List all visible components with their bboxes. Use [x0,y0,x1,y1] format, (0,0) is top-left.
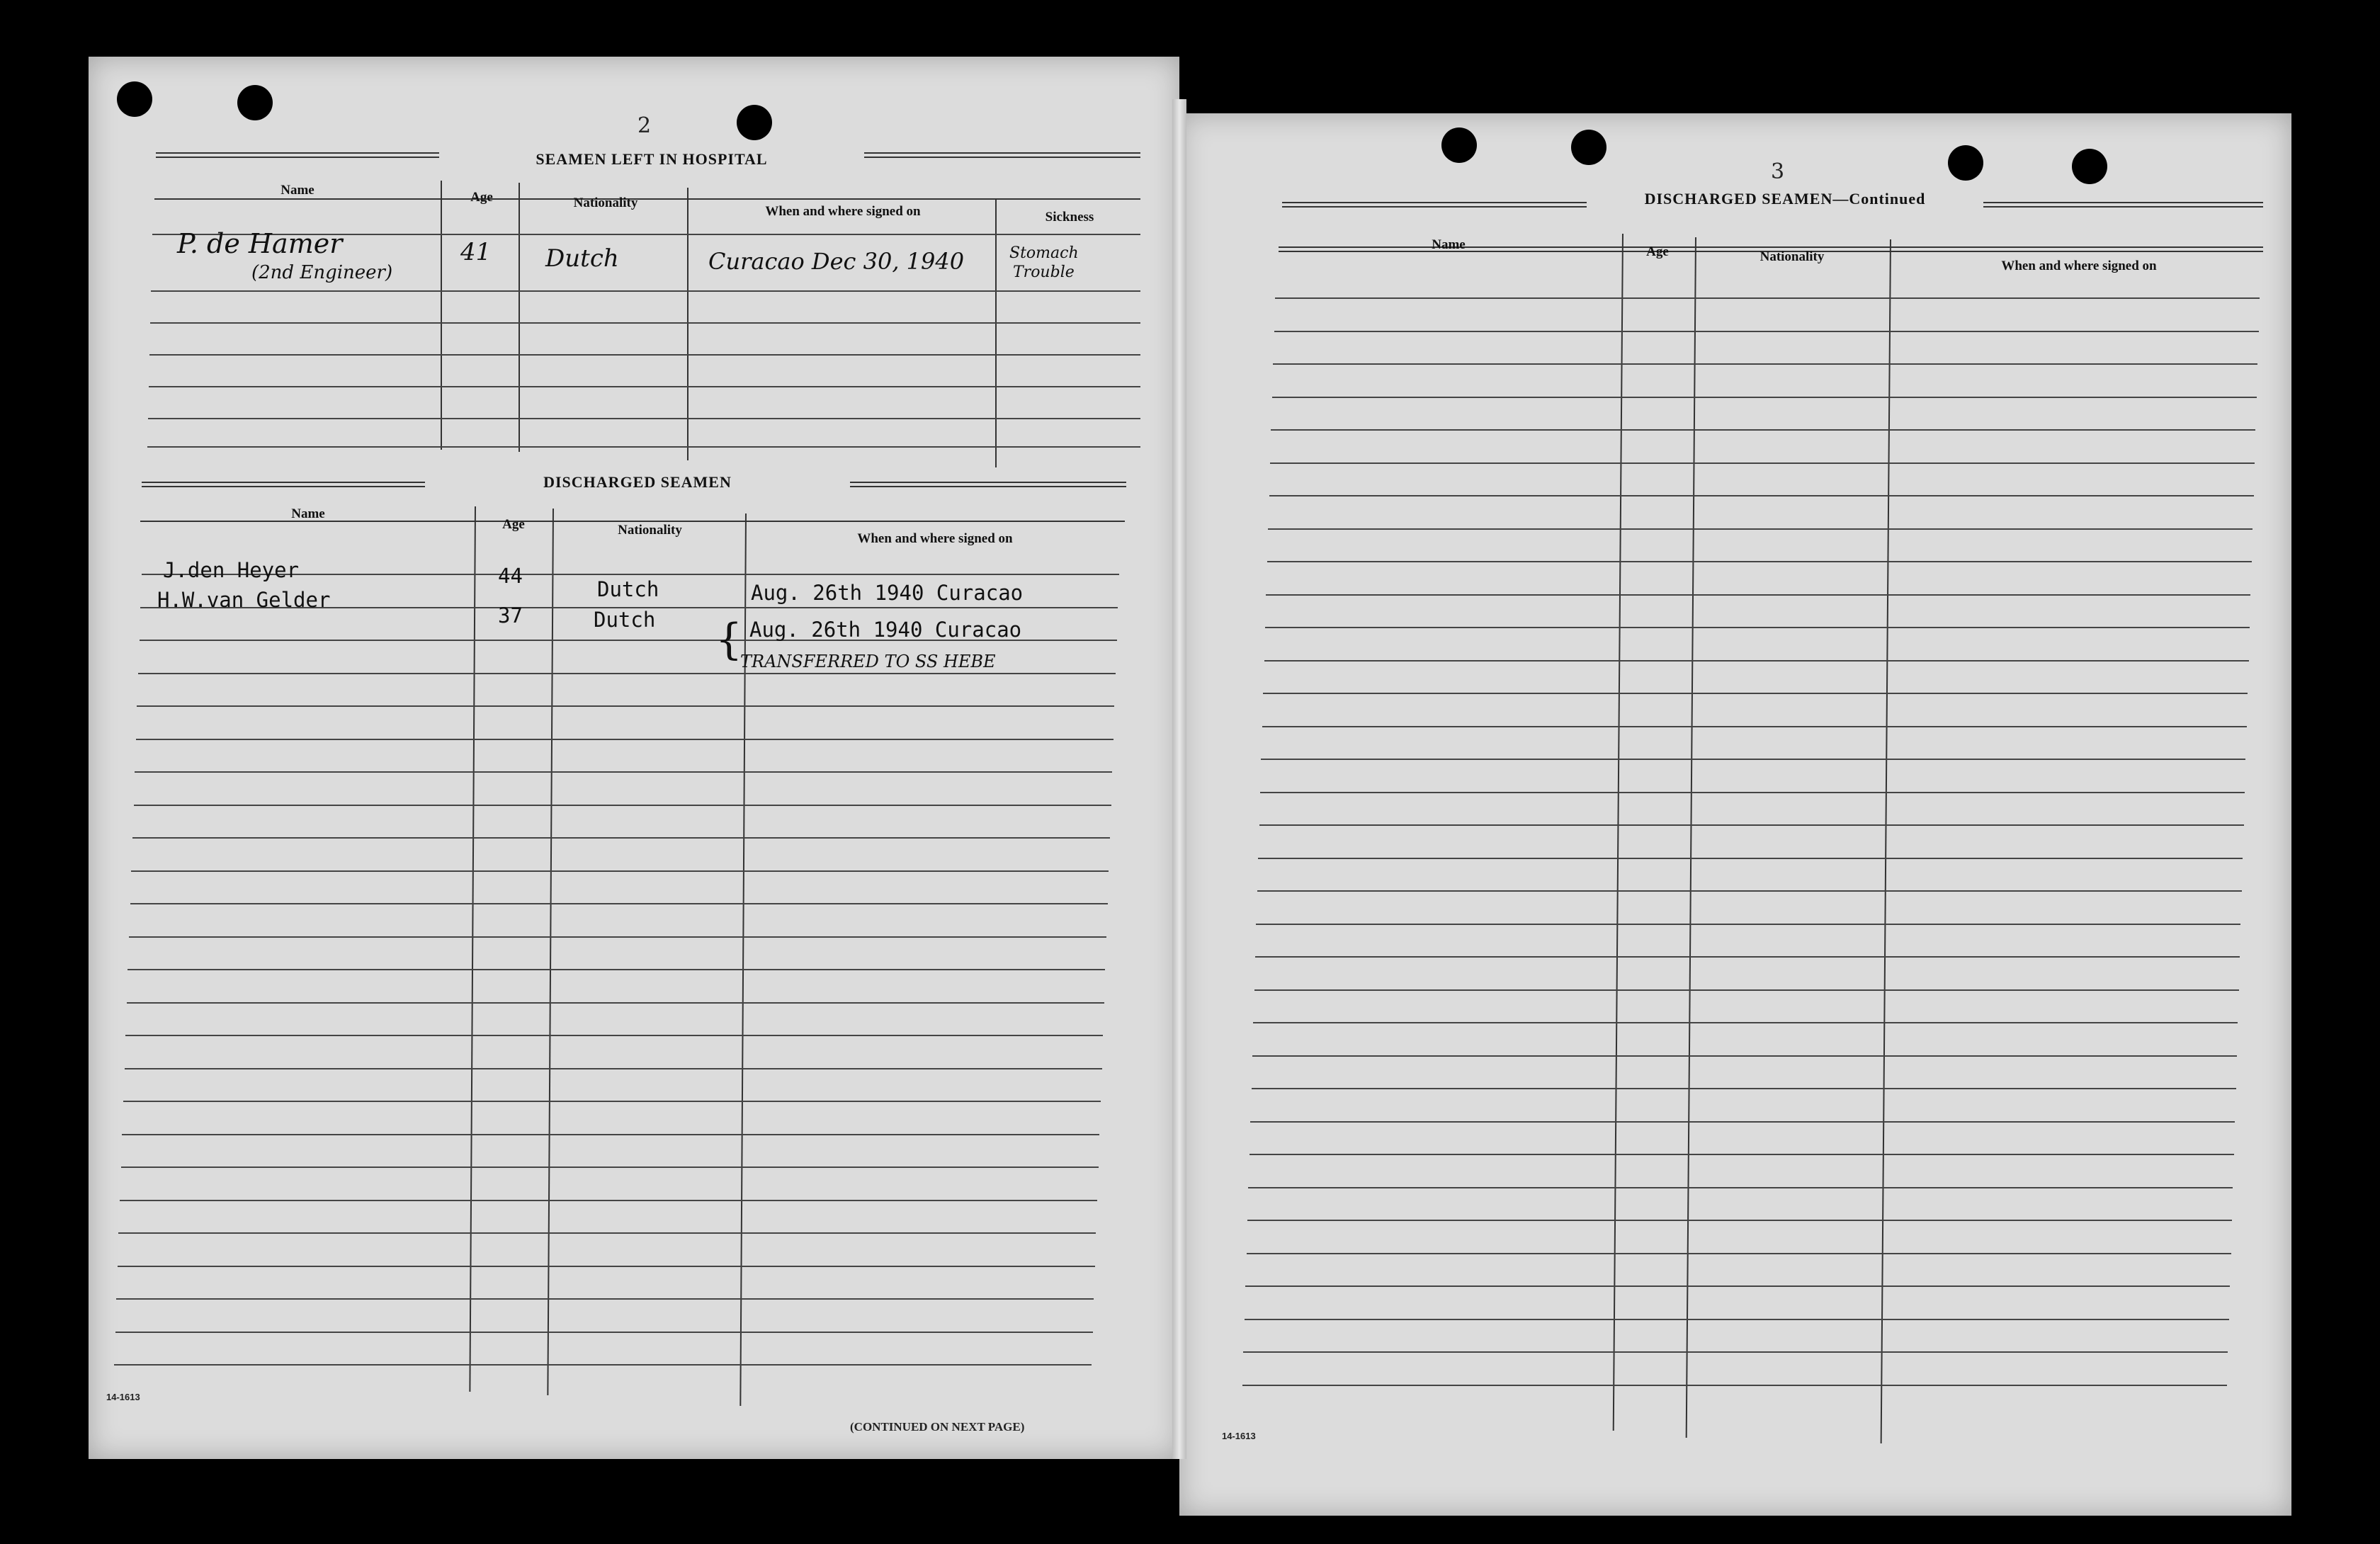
punch-hole-icon [1571,130,1606,165]
hospital-row-line [149,386,1140,387]
discharged-name-2: H.W.van Gelder [157,588,331,612]
ruled-line [135,771,1112,773]
ruled-line [134,805,1111,806]
ruled-line [1247,1220,2232,1221]
right-header-signed: When and where signed on [2001,259,2157,273]
ruled-line [129,936,1106,938]
ruled-line [1256,924,2240,925]
ruled-line [1261,759,2245,760]
ruled-line [1271,429,2255,431]
discharged-nationality-2: Dutch [594,608,656,632]
right-page [1179,113,2291,1516]
ruled-line [138,673,1116,674]
discharged-age-2: 37 [498,603,523,628]
ruled-line [132,837,1110,839]
ruled-line [118,1232,1096,1234]
hospital-row-line [151,290,1140,292]
ruled-line [1245,1319,2229,1320]
hospital-row-line [149,354,1140,356]
hospital-col-divider [687,188,688,460]
ruled-line [115,1332,1093,1333]
ruled-line [1260,792,2245,793]
ruled-line [137,705,1114,707]
ruled-line [1245,1285,2230,1287]
right-header-age: Age [1646,244,1669,259]
ruled-line [1250,1121,2235,1123]
hospital-col-divider [518,183,520,452]
ruled-line [1257,890,2242,892]
form-number-right: 14-1613 [1222,1431,1256,1441]
discharged-age-1: 44 [498,564,523,588]
ruled-line [1259,824,2244,826]
hospital-nationality: Dutch [545,244,619,273]
ruled-line [127,1002,1104,1004]
right-header-name: Name [1432,237,1466,252]
ruled-line [1264,660,2249,662]
ruled-line [1268,528,2252,530]
punch-hole-icon [1441,127,1477,163]
punch-hole-icon [737,105,772,140]
punch-hole-icon [2072,149,2107,184]
ruled-line [1267,561,2252,562]
ruled-line [1248,1187,2233,1188]
page-fold [1172,99,1186,1459]
continued-footer: (CONTINUED ON NEXT PAGE) [850,1420,1025,1434]
hospital-sickness-2: Trouble [1013,263,1075,281]
punch-hole-icon [1948,145,1983,181]
discharged-signed-2: Aug. 26th 1940 Curacao [749,618,1022,642]
ruled-line [125,1068,1102,1069]
ruled-line [118,1266,1095,1267]
hospital-section-title: SEAMEN LEFT IN HOSPITAL [439,150,864,169]
discharged-header-name: Name [291,506,325,521]
discharged-header-nationality: Nationality [618,523,682,538]
discharged-note-2: TRANSFERRED TO SS HEBE [740,652,996,671]
right-section-title: DISCHARGED SEAMEN—Continued [1587,190,1983,208]
ruled-line [1247,1253,2231,1254]
ruled-line [1243,1351,2228,1353]
ruled-line [1250,1154,2234,1155]
ruled-line [128,969,1105,970]
discharged-signed-1: Aug. 26th 1940 Curacao [751,581,1024,605]
hospital-header-signed: When and where signed on [765,204,921,219]
ruled-line [1265,627,2250,628]
ruled-line [1252,1055,2237,1057]
ruled-line [1254,989,2239,991]
discharged-section-title: DISCHARGED SEAMEN [425,473,850,492]
hospital-header-name: Name [280,183,314,198]
right-header-nationality: Nationality [1760,249,1825,264]
discharged-name-1: J.den Heyer [163,558,300,582]
ruled-line [1272,397,2257,398]
ruled-line [121,1166,1099,1168]
ruled-line [1270,462,2255,464]
hospital-col-divider [441,181,442,450]
hospital-header-age: Age [470,190,493,205]
ruled-line [1258,858,2243,859]
ruled-line [125,1035,1103,1036]
ruled-line [1255,956,2240,958]
hospital-sickness-1: Stomach [1009,244,1079,262]
page-number-right: 3 [1771,159,1785,184]
ruled-line [123,1101,1101,1102]
ruled-line [120,1200,1097,1201]
ruled-line [131,870,1109,872]
hospital-signed: Curacao Dec 30, 1940 [708,248,965,275]
ruled-line [130,903,1108,904]
punch-hole-icon [237,85,273,120]
ruled-line [116,1298,1094,1300]
discharged-header-age: Age [502,517,525,532]
ruled-line [1275,297,2260,299]
ruled-line [1263,693,2248,694]
ruled-line [1266,594,2250,596]
ruled-line [1269,495,2254,496]
brace-glyph: { [715,615,743,664]
ruled-line [114,1364,1092,1366]
form-number-left: 14-1613 [106,1392,140,1402]
hospital-header-sickness: Sickness [1045,210,1094,225]
page-number-left: 2 [638,113,652,138]
punch-hole-icon [117,81,152,117]
ruled-line [1273,363,2257,365]
hospital-row-line [150,322,1140,324]
ruled-line [1253,1022,2238,1023]
discharged-header-signed: When and where signed on [857,531,1013,546]
ruled-line [1262,726,2247,727]
ruled-line [136,739,1114,740]
hospital-col-divider [995,198,997,467]
hospital-row-line [147,446,1140,448]
ruled-line [1274,331,2259,332]
ruled-line [122,1134,1099,1135]
discharged-nationality-1: Dutch [597,577,659,601]
hospital-age: 41 [460,238,492,266]
ruled-line [1252,1088,2236,1089]
hospital-name-note: (2nd Engineer) [251,262,393,283]
hospital-header-nationality: Nationality [573,195,638,210]
hospital-name: P. de Hamer [177,228,343,259]
hospital-row-line [148,418,1140,419]
ruled-line [1242,1385,2227,1386]
